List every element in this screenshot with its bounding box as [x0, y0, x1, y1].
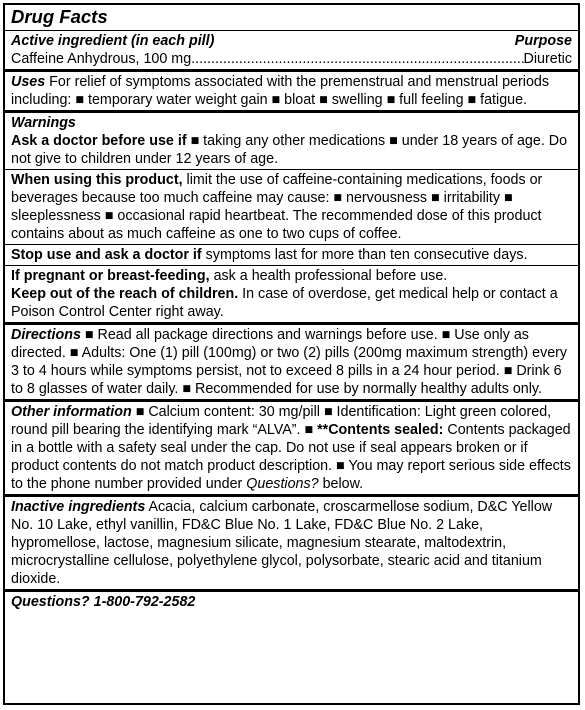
directions-label: Directions [11, 327, 81, 343]
inactive-ingredients-label: Inactive ingredients [11, 499, 146, 515]
pregnant-text: ask a health professional before use. [213, 268, 448, 284]
directions-text: ■ Read all package directions and warnings before use. ■ Use only as directed. ■ Adults: One (1) pill (100mg) or two (2) pills (200mg maximum strength) every 3 to 4 hours while symptoms persist, not to exceed 8 pills in a 24 hour period. ■ Drink 6 to 8 glasses of water daily. ■ Recommended for use by normally healthy adults only. [11, 327, 568, 397]
other-information-text: ■ Calcium content: 30 mg/pill ■ Identification: Light green colored, round pill bearing the identifying mark “ALVA”. ■ [11, 404, 552, 438]
panel-title: Drug Facts [11, 6, 108, 27]
keep-out-label: Keep out of the reach of children. [11, 286, 239, 302]
warnings-label: Warnings [11, 115, 76, 131]
pregnant-label: If pregnant or breast-feeding, [11, 268, 210, 284]
active-ingredient-name: Caffeine Anhydrous, 100 mg [11, 51, 192, 67]
ask-doctor-label: Ask a doctor before use if [11, 133, 187, 149]
contents-sealed-label: **Contents sealed: [317, 422, 444, 438]
uses-section [5, 69, 578, 110]
other-information-label: Other information [11, 404, 132, 420]
stop-use-section [5, 244, 578, 265]
uses-text: For relief of symptoms associated with the premenstrual and menstrual periods including: ■ temporary water weight gain ■ bloat ■ swelling ■ full feeling ■ fatigue. [11, 74, 549, 108]
questions-reference: Questions? [246, 476, 319, 492]
when-using-text: limit the use of caffeine-containing medications, foods or beverages because too much caffeine may cause: ■ nervousness ■ irritability ■ sleeplessness ■ occasional rapid heartbeat. The recommended dose of this product contains about as much caffeine as one to two cups of coffee. [11, 172, 543, 242]
active-ingredient-header: Active ingredient (in each pill) [11, 33, 215, 49]
active-header-row [11, 32, 572, 50]
active-ingredient-row [11, 50, 572, 68]
title-section [5, 5, 578, 30]
pregnancy-section [5, 265, 578, 322]
inactive-ingredients-section [5, 494, 578, 589]
questions-section [5, 589, 578, 612]
warnings-section [5, 110, 578, 169]
questions-label: Questions? 1-800-792-2582 [11, 594, 196, 610]
keep-out-text: In case of overdose, get medical help or contact a Poison Control Center right away. [11, 286, 558, 320]
drug-facts-panel [3, 3, 580, 705]
other-information-tail: below. [318, 476, 364, 492]
inactive-ingredients-text: Acacia, calcium carbonate, croscarmellose sodium, D&C Yellow No. 10 Lake, ethyl vanillin, FD&C Blue No. 1 Lake, FD&C Blue No. 2 Lake, hypromellose, lactose, magnesium silicate, magnesium stearate, maltodextrin, microcrystalline cellulose, polyethylene glycol, polysorbate, stearic acid and titanium dioxide. [11, 499, 553, 587]
when-using-section [5, 169, 578, 244]
directions-section [5, 322, 578, 399]
stop-use-text: symptoms last for more than ten consecutive days. [205, 247, 528, 263]
active-ingredient-purpose: Diuretic [523, 51, 572, 67]
active-ingredient-section [5, 30, 578, 69]
uses-label: Uses [11, 74, 46, 90]
other-information-section [5, 399, 578, 494]
purpose-header: Purpose [514, 33, 572, 49]
leader-dots [191, 50, 523, 68]
when-using-label: When using this product, [11, 172, 183, 188]
ask-doctor-text: ■ taking any other medications ■ under 18 years of age. Do not give to children under 12 years of age. [11, 133, 568, 167]
contents-sealed-text: Contents packaged in a bottle with a safety seal under the cap. Do not use if seal appears broken or if product contents do not match product description. ■ You may report serious side effects to the phone number provided under [11, 422, 571, 492]
stop-use-label: Stop use and ask a doctor if [11, 247, 202, 263]
